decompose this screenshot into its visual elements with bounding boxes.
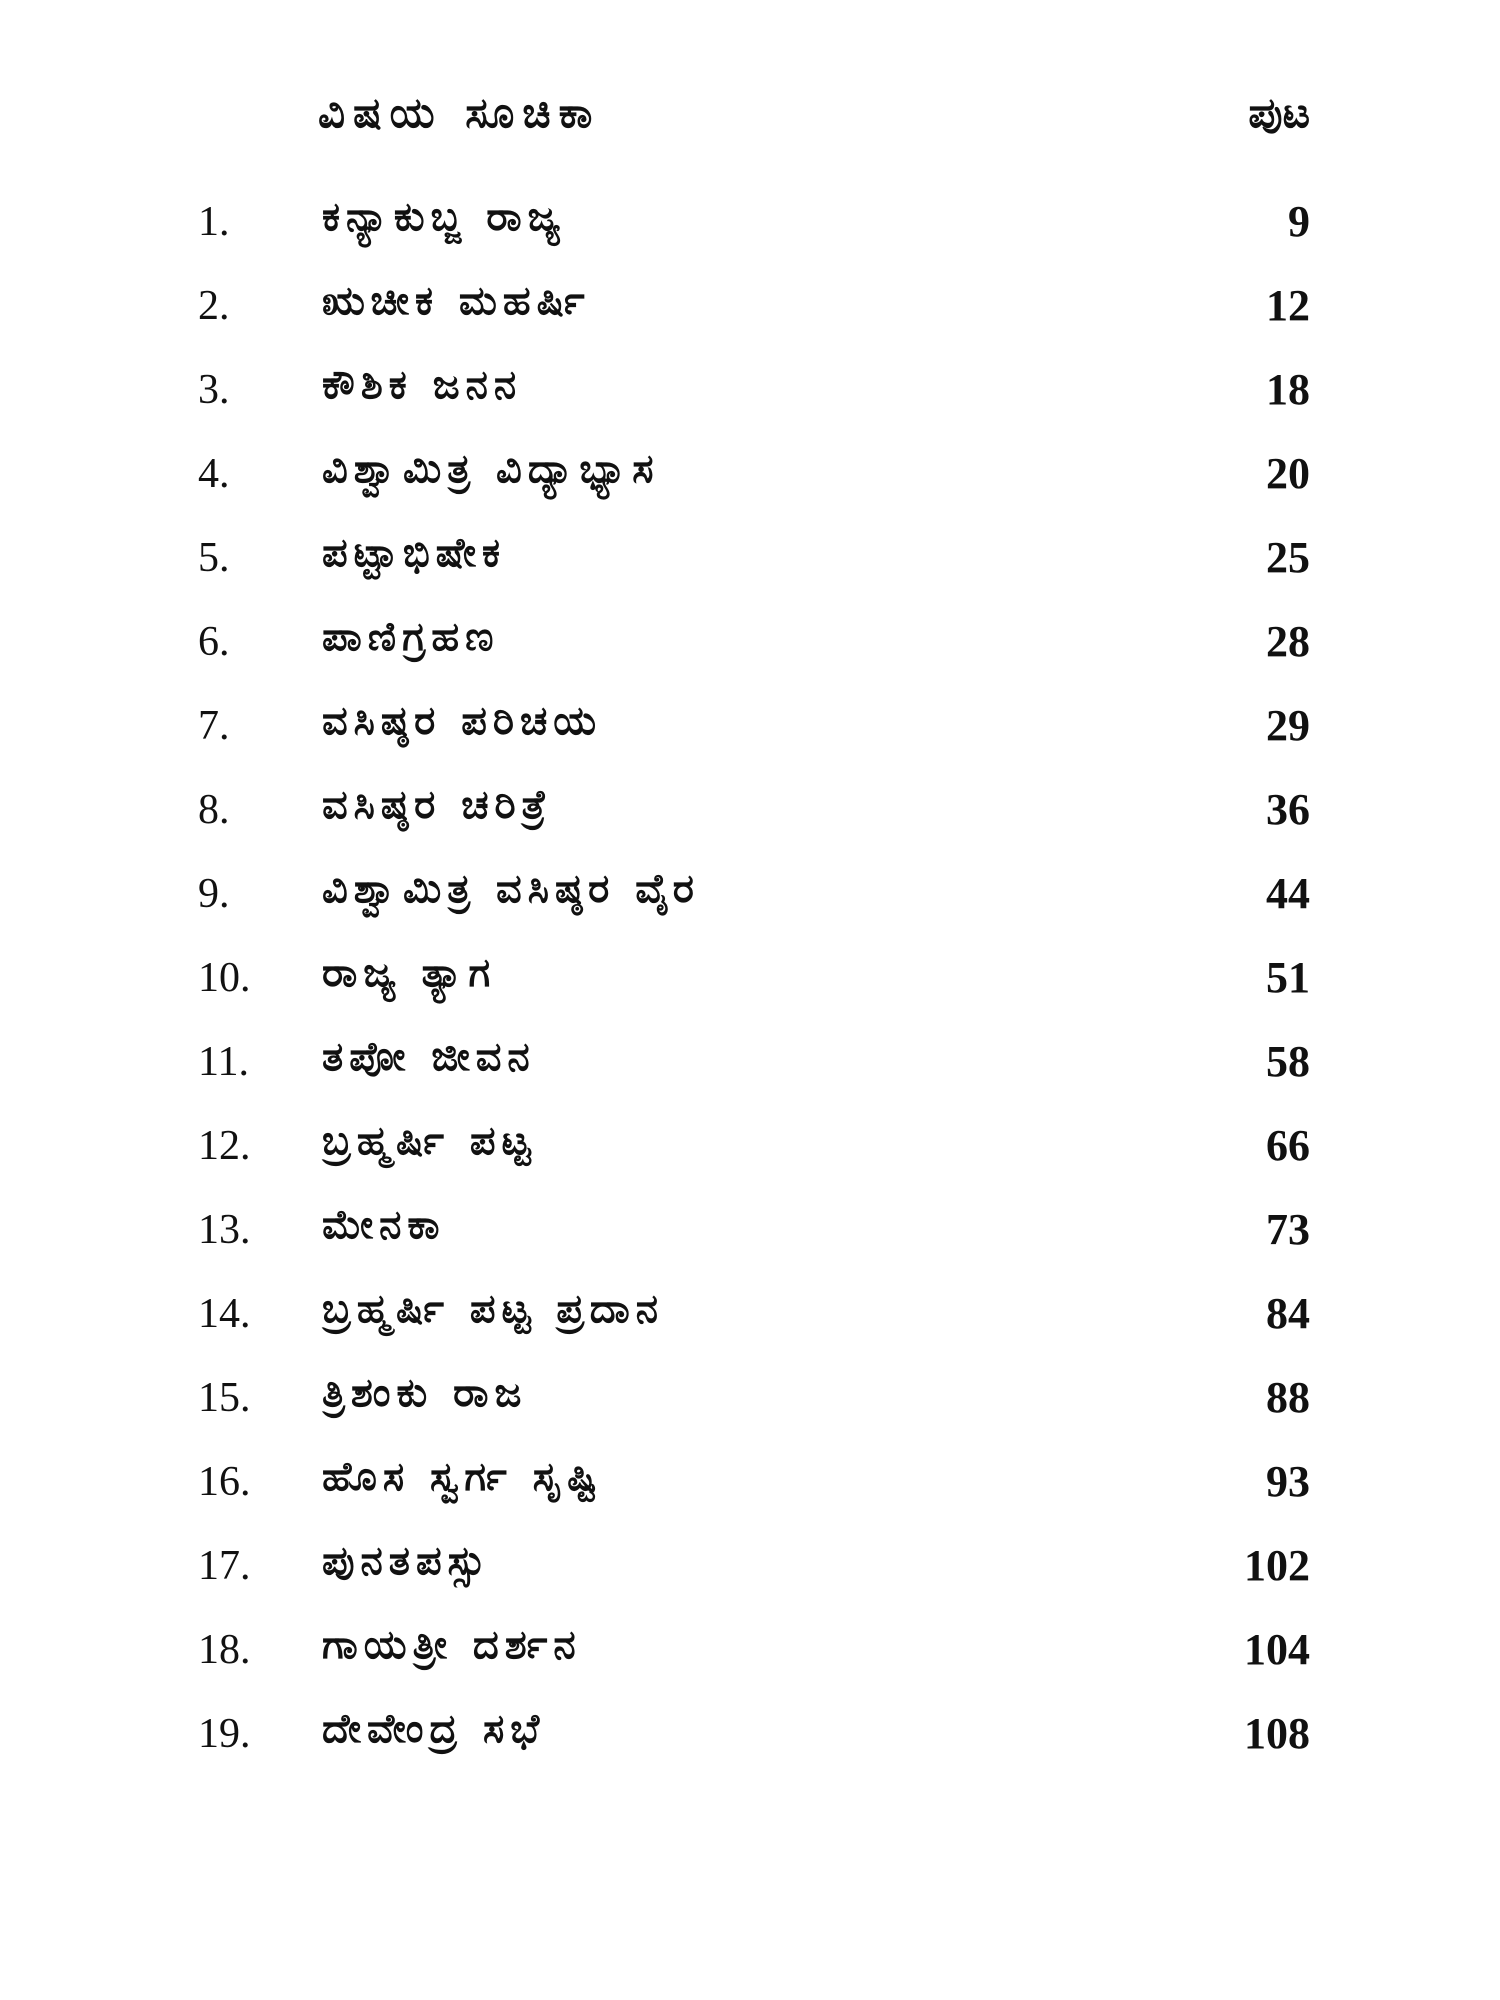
entry-title: ಹೊಸ ಸ್ವರ್ಗ ಸೃಷ್ಟಿ bbox=[322, 1454, 604, 1500]
toc-entry bbox=[0, 946, 1500, 1030]
toc-entry bbox=[0, 1282, 1500, 1366]
toc-header bbox=[0, 88, 1500, 148]
toc-entry bbox=[0, 274, 1500, 358]
toc-entry bbox=[0, 778, 1500, 862]
entry-number: 11. bbox=[198, 1039, 249, 1085]
toc-entry bbox=[0, 526, 1500, 610]
entry-number: 9. bbox=[198, 871, 230, 917]
entry-number: 2. bbox=[198, 283, 230, 329]
entry-number: 16. bbox=[198, 1459, 251, 1505]
entry-page: 108 bbox=[1244, 1709, 1310, 1758]
entry-title: ಗಾಯತ್ರೀ ದರ್ಶನ bbox=[322, 1622, 582, 1668]
entry-number: 6. bbox=[198, 619, 230, 665]
toc-entry bbox=[0, 190, 1500, 274]
entry-title: ಪುನತಪಸ್ಸು bbox=[322, 1538, 492, 1584]
entry-title: ಮೇನಕಾ bbox=[322, 1202, 446, 1248]
entry-title: ವಸಿಷ್ಠರ ಪರಿಚಯ bbox=[322, 698, 603, 744]
entry-title: ಪಾಣಿಗ್ರಹಣ bbox=[322, 614, 500, 660]
toc-entry bbox=[0, 442, 1500, 526]
toc-entry bbox=[0, 694, 1500, 778]
entry-number: 15. bbox=[198, 1375, 251, 1421]
entry-number: 3. bbox=[198, 367, 230, 413]
entry-page: 58 bbox=[1266, 1037, 1310, 1086]
entry-title: ವಿಶ್ವಾಮಿತ್ರ ವಸಿಷ್ಠರ ವೈರ bbox=[322, 866, 700, 912]
entry-page: 84 bbox=[1266, 1289, 1310, 1338]
toc-entry bbox=[0, 1366, 1500, 1450]
toc-entry bbox=[0, 1534, 1500, 1618]
entry-title: ಬ್ರಹ್ಮರ್ಷಿ ಪಟ್ಟ ಪ್ರದಾನ bbox=[322, 1286, 665, 1332]
entry-title: ವಿಶ್ವಾಮಿತ್ರ ವಿದ್ಯಾಭ್ಯಾಸ bbox=[322, 446, 660, 492]
entry-title: ಋಚೀಕ ಮಹರ್ಷಿ bbox=[322, 278, 591, 324]
entry-title: ವಸಿಷ್ಠರ ಚರಿತ್ರೆ bbox=[322, 782, 553, 828]
entry-page: 20 bbox=[1266, 449, 1310, 498]
entry-title: ತಪೋ ಜೀವನ bbox=[322, 1034, 536, 1080]
entry-page: 44 bbox=[1266, 869, 1310, 918]
entry-number: 18. bbox=[198, 1627, 251, 1673]
toc-entry bbox=[0, 1618, 1500, 1702]
entry-page: 88 bbox=[1266, 1373, 1310, 1422]
entry-page: 28 bbox=[1266, 617, 1310, 666]
page-column-heading: ಪುಟ bbox=[1248, 88, 1310, 137]
entry-title: ಕನ್ಯಾಕುಬ್ಜ ರಾಜ್ಯ bbox=[322, 194, 567, 240]
entry-title: ರಾಜ್ಯ ತ್ಯಾಗ bbox=[322, 950, 497, 996]
entry-number: 4. bbox=[198, 451, 230, 497]
entry-page: 51 bbox=[1266, 953, 1310, 1002]
entry-number: 7. bbox=[198, 703, 230, 749]
entry-page: 25 bbox=[1266, 533, 1310, 582]
toc-entry bbox=[0, 862, 1500, 946]
toc-entry bbox=[0, 358, 1500, 442]
toc-entry bbox=[0, 1198, 1500, 1282]
entry-number: 17. bbox=[198, 1543, 251, 1589]
entry-page: 36 bbox=[1266, 785, 1310, 834]
toc-entry bbox=[0, 1702, 1500, 1786]
entry-number: 19. bbox=[198, 1711, 251, 1757]
entry-title: ಪಟ್ಟಾಭಿಷೇಕ bbox=[322, 530, 507, 576]
entry-page: 66 bbox=[1266, 1121, 1310, 1170]
entry-page: 18 bbox=[1266, 365, 1310, 414]
entry-title: ದೇವೇಂದ್ರ ಸಭೆ bbox=[322, 1706, 546, 1752]
entry-page: 29 bbox=[1266, 701, 1310, 750]
entry-number: 1. bbox=[198, 199, 230, 245]
entry-title: ತ್ರಿಶಂಕು ರಾಜ bbox=[322, 1370, 528, 1416]
entry-number: 13. bbox=[198, 1207, 251, 1253]
toc-entry bbox=[0, 1030, 1500, 1114]
entry-page: 9 bbox=[1288, 197, 1310, 246]
toc-heading: ವಿಷಯ ಸೂಚಿಕಾ bbox=[318, 88, 601, 137]
toc-entry bbox=[0, 610, 1500, 694]
toc-entry bbox=[0, 1450, 1500, 1534]
entry-number: 8. bbox=[198, 787, 230, 833]
entry-title: ಬ್ರಹ್ಮರ್ಷಿ ಪಟ್ಟ bbox=[322, 1118, 537, 1164]
entry-page: 102 bbox=[1244, 1541, 1310, 1590]
entry-title: ಕೌಶಿಕ ಜನನ bbox=[322, 362, 523, 408]
entry-number: 10. bbox=[198, 955, 251, 1001]
entry-page: 93 bbox=[1266, 1457, 1310, 1506]
table-of-contents bbox=[0, 190, 1500, 1786]
toc-entry bbox=[0, 1114, 1500, 1198]
entry-page: 104 bbox=[1244, 1625, 1310, 1674]
entry-number: 14. bbox=[198, 1291, 251, 1337]
entry-page: 12 bbox=[1266, 281, 1310, 330]
entry-number: 5. bbox=[198, 535, 230, 581]
entry-page: 73 bbox=[1266, 1205, 1310, 1254]
entry-number: 12. bbox=[198, 1123, 251, 1169]
